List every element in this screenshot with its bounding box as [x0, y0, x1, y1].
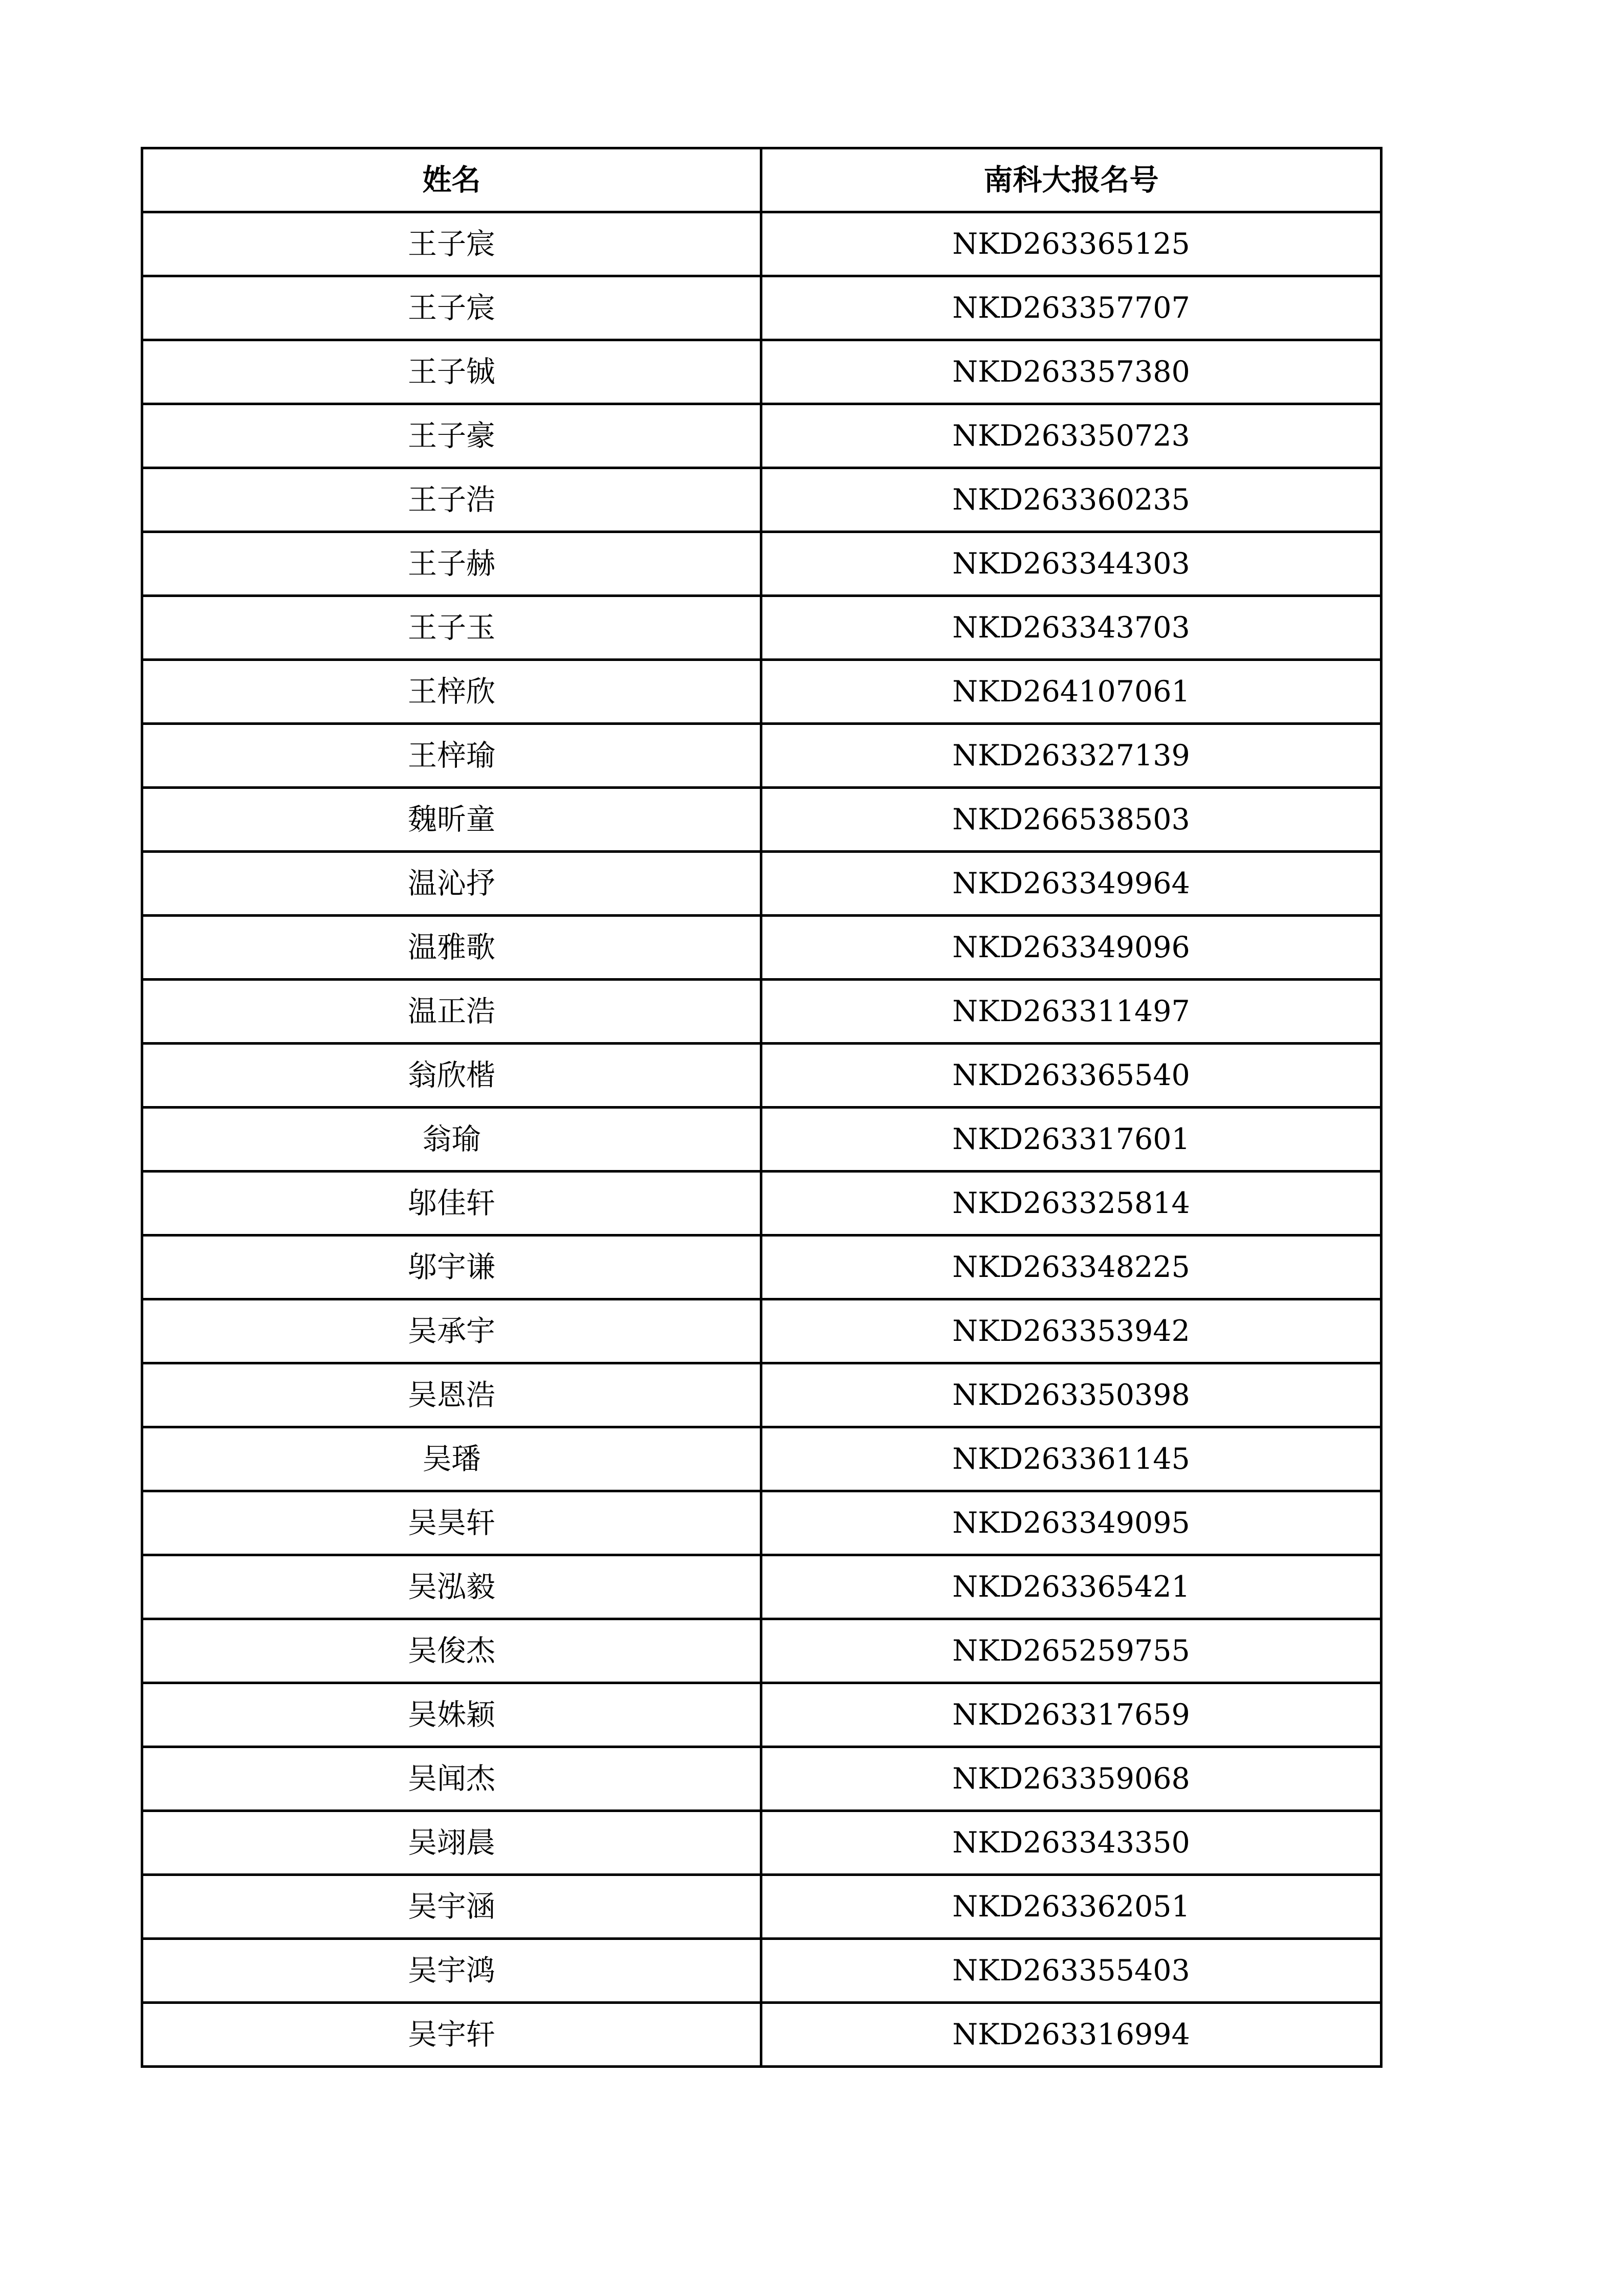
reg-no-cell: NKD263348225: [761, 1235, 1381, 1299]
reg-no-cell: NKD264107061: [761, 660, 1381, 724]
name-cell: 温雅歌: [142, 916, 761, 980]
table-row: [142, 1044, 1381, 1108]
name-cell: 吴宇鸿: [142, 1939, 761, 2003]
reg-no-cell: NKD266538503: [761, 788, 1381, 852]
reg-no-cell: NKD263317601: [761, 1108, 1381, 1172]
name-cell: 吴泓毅: [142, 1555, 761, 1619]
table-row: [142, 596, 1381, 660]
name-cell: 温沁抒: [142, 852, 761, 916]
table-row: [142, 1172, 1381, 1235]
name-cell: 王子玉: [142, 596, 761, 660]
reg-no-cell: NKD263349095: [761, 1491, 1381, 1555]
table-row: [142, 1299, 1381, 1363]
table-row: [142, 212, 1381, 276]
reg-no-cell: NKD263311497: [761, 980, 1381, 1044]
table-row: [142, 660, 1381, 724]
column-header-name: 姓名: [142, 148, 761, 212]
name-cell: 吴宇轩: [142, 2003, 761, 2067]
table-row: [142, 1491, 1381, 1555]
name-cell: 王梓欣: [142, 660, 761, 724]
table-row: [142, 1108, 1381, 1172]
reg-no-cell: NKD263349096: [761, 916, 1381, 980]
table-row: [142, 1427, 1381, 1491]
reg-no-cell: NKD263327139: [761, 724, 1381, 788]
table-row: [142, 340, 1381, 404]
name-cell: 吴闻杰: [142, 1747, 761, 1811]
table-row: [142, 276, 1381, 340]
table-row: [142, 1811, 1381, 1875]
table-row: [142, 1939, 1381, 2003]
reg-no-cell: NKD263357707: [761, 276, 1381, 340]
name-cell: 吴璠: [142, 1427, 761, 1491]
table-row: [142, 980, 1381, 1044]
registration-table: [141, 147, 1382, 2068]
name-cell: 王梓瑜: [142, 724, 761, 788]
table-row: [142, 916, 1381, 980]
name-cell: 王子豪: [142, 404, 761, 468]
reg-no-cell: NKD263344303: [761, 532, 1381, 596]
table-row: [142, 852, 1381, 916]
column-header-reg-no: 南科大报名号: [761, 148, 1381, 212]
table-row: [142, 1875, 1381, 1939]
reg-no-cell: NKD263359068: [761, 1747, 1381, 1811]
table-row: [142, 2003, 1381, 2067]
reg-no-cell: NKD263357380: [761, 340, 1381, 404]
reg-no-cell: NKD265259755: [761, 1619, 1381, 1683]
reg-no-cell: NKD263317659: [761, 1683, 1381, 1747]
table-row: [142, 724, 1381, 788]
name-cell: 翁瑜: [142, 1108, 761, 1172]
reg-no-cell: NKD263360235: [761, 468, 1381, 532]
name-cell: 王子赫: [142, 532, 761, 596]
table-row: [142, 1683, 1381, 1747]
name-cell: 吴翊晨: [142, 1811, 761, 1875]
reg-no-cell: NKD263350398: [761, 1363, 1381, 1427]
reg-no-cell: NKD263350723: [761, 404, 1381, 468]
name-cell: 翁欣楷: [142, 1044, 761, 1108]
reg-no-cell: NKD263343703: [761, 596, 1381, 660]
name-cell: 王子铖: [142, 340, 761, 404]
reg-no-cell: NKD263365125: [761, 212, 1381, 276]
name-cell: 魏昕童: [142, 788, 761, 852]
table-row: [142, 1555, 1381, 1619]
reg-no-cell: NKD263365540: [761, 1044, 1381, 1108]
name-cell: 王子宸: [142, 276, 761, 340]
name-cell: 王子浩: [142, 468, 761, 532]
name-cell: 王子宸: [142, 212, 761, 276]
name-cell: 吴姝颖: [142, 1683, 761, 1747]
reg-no-cell: NKD263362051: [761, 1875, 1381, 1939]
reg-no-cell: NKD263316994: [761, 2003, 1381, 2067]
table-row: [142, 532, 1381, 596]
reg-no-cell: NKD263361145: [761, 1427, 1381, 1491]
reg-no-cell: NKD263325814: [761, 1172, 1381, 1235]
reg-no-cell: NKD263349964: [761, 852, 1381, 916]
table-row: [142, 788, 1381, 852]
reg-no-cell: NKD263355403: [761, 1939, 1381, 2003]
name-cell: 吴俊杰: [142, 1619, 761, 1683]
name-cell: 吴恩浩: [142, 1363, 761, 1427]
reg-no-cell: NKD263365421: [761, 1555, 1381, 1619]
table-row: [142, 1363, 1381, 1427]
name-cell: 吴昊轩: [142, 1491, 761, 1555]
reg-no-cell: NKD263343350: [761, 1811, 1381, 1875]
name-cell: 温正浩: [142, 980, 761, 1044]
table-row: [142, 404, 1381, 468]
table-row: [142, 1619, 1381, 1683]
name-cell: 邬佳轩: [142, 1172, 761, 1235]
name-cell: 吴承宇: [142, 1299, 761, 1363]
table-row: [142, 1747, 1381, 1811]
reg-no-cell: NKD263353942: [761, 1299, 1381, 1363]
name-cell: 邬宇谦: [142, 1235, 761, 1299]
table-row: [142, 468, 1381, 532]
name-cell: 吴宇涵: [142, 1875, 761, 1939]
table-row: [142, 1235, 1381, 1299]
header-row: [142, 148, 1381, 212]
